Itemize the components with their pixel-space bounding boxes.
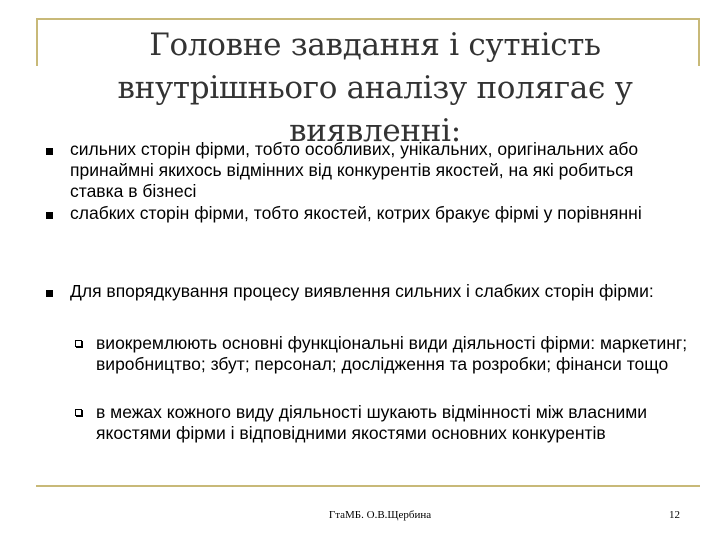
bullet-square-icon	[46, 148, 53, 155]
bullet-square-icon	[46, 290, 53, 297]
footer-rule	[36, 485, 700, 487]
left-rule	[36, 18, 38, 66]
top-rule	[36, 18, 700, 20]
page-number: 12	[669, 509, 680, 521]
footer-author: ГтаМБ. О.В.Щербина	[328, 509, 432, 521]
subbullet-square-icon	[75, 409, 82, 416]
subbullet-text: виокремлюють основні функціональні види діяльності фірми: маркетинг; виробництво; збут; персонал; дослідження та розробки; фінанси тощо	[96, 333, 688, 374]
bullet-text: слабких сторін фірми, тобто якостей, котрих бракує фірмі у порівнянні	[70, 203, 642, 223]
bullet-text: сильних сторін фірми, тобто особливих, унікальних, оригінальних або принаймні якихось відмінних від конкурентів якостей, на які робиться ставка в бізнесі	[70, 139, 639, 201]
bullet-square-icon	[46, 212, 53, 219]
subbullet-square-icon	[75, 340, 82, 347]
slide-title: Головне завдання і сутність внутрішнього аналізу полягає у виявленні:	[117, 27, 633, 149]
bullet-text: Для впорядкування процесу виявлення сильних і слабких сторін фірми:	[70, 281, 654, 301]
subbullet-text: в межах кожного виду діяльності шукають відмінності між власними якостями фірми і відповідними якостями основних конкурентів	[96, 402, 648, 443]
